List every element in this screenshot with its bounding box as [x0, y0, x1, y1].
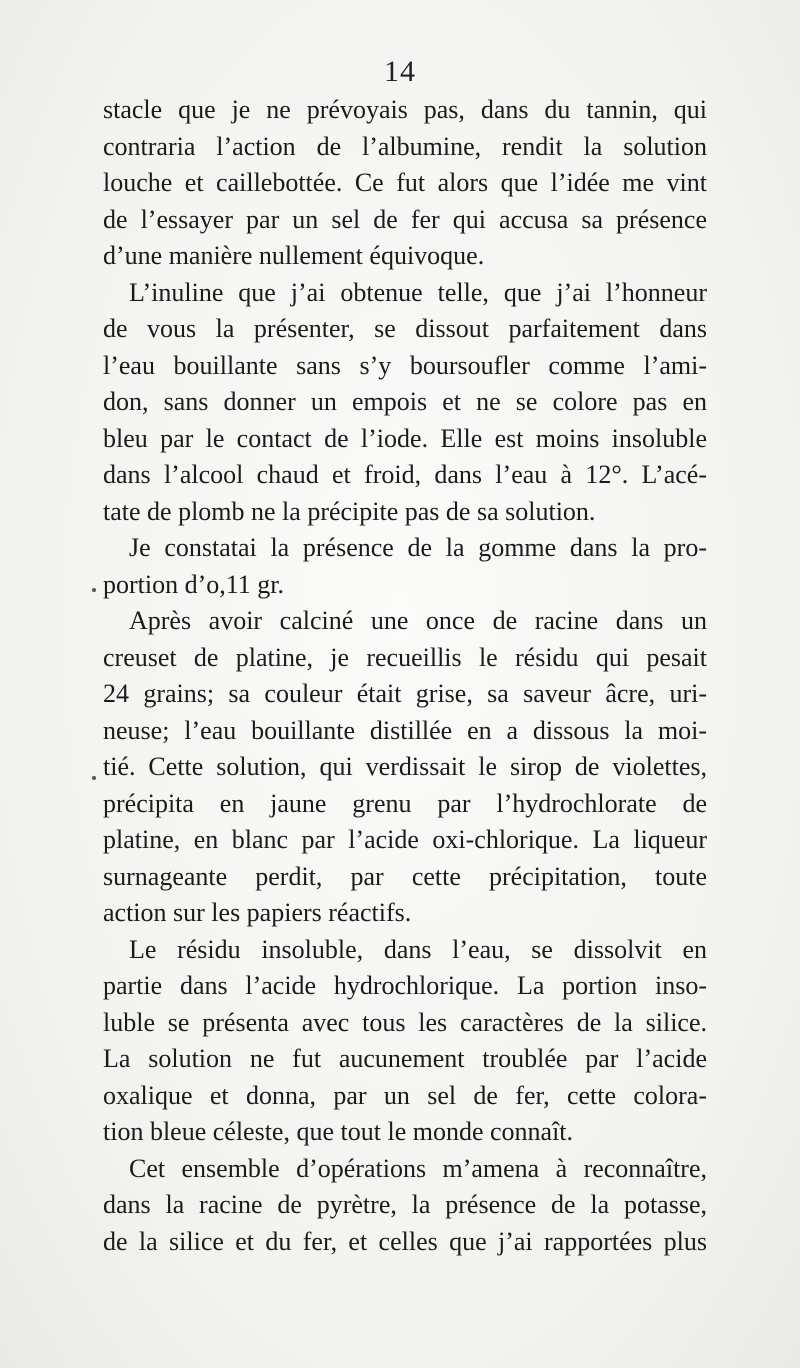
text-line: Je constatai la présence de la gomme dans la pro-: [129, 533, 707, 562]
text-line: dans la racine de pyrètre, la présence de la potasse,: [103, 1190, 707, 1219]
text-line: neuse; l’eau bouillante distillée en a dissous la moi-: [103, 715, 707, 745]
text-line: tion bleue céleste, que tout le monde connaît.: [103, 1117, 574, 1146]
text-line: d’une manière nullement équivoque.: [103, 241, 485, 270]
text-line: L’inuline que j’ai obtenue telle, que j’ai l’honneur: [129, 277, 707, 307]
margin-speck: [92, 588, 96, 592]
text-line: don, sans donner un empois et ne se colore pas en: [103, 387, 707, 416]
text-line: précipita en jaune grenu par l’hydrochlorate de: [103, 788, 707, 818]
text-line: Après avoir calciné une once de racine dans un: [129, 606, 707, 635]
text-line: platine, en blanc par l’acide oxi-chlorique. La liqueur: [103, 825, 707, 854]
text-line: oxalique et donna, par un sel de fer, cette colora-: [103, 1080, 707, 1110]
text-line: surnageante perdit, par cette précipitation, toute: [103, 861, 707, 891]
text-line: Cet ensemble d’opérations m’amena à reconnaître,: [129, 1153, 707, 1183]
text-line: tate de plomb ne la précipite pas de sa solution.: [103, 496, 596, 526]
paragraph-4: [103, 603, 707, 932]
text-line: 24 grains; sa couleur était grise, sa saveur âcre, uri-: [103, 679, 707, 708]
paragraph-6: [103, 1151, 707, 1261]
text-line: Le résidu insoluble, dans l’eau, se dissolvit en: [129, 934, 707, 964]
paragraph-2: [103, 275, 707, 531]
text-line: tié. Cette solution, qui verdissait le sirop de violettes,: [103, 752, 707, 781]
text-line: creuset de platine, je recueillis le résidu qui pesait: [103, 642, 707, 672]
paragraph-1: [103, 92, 707, 275]
text-line: action sur les papiers réactifs.: [103, 898, 412, 927]
text-line: contraria l’action de l’albumine, rendit la solution: [103, 131, 707, 161]
text-line: luble se présenta avec tous les caractères de la silice.: [103, 1007, 707, 1037]
text-line: dans l’alcool chaud et froid, dans l’eau à 12°. L’acé-: [103, 460, 707, 489]
text-line: de l’essayer par un sel de fer qui accusa sa présence: [103, 204, 707, 234]
text-line: La solution ne fut aucunement troublée par l’acide: [103, 1044, 707, 1073]
text-line: partie dans l’acide hydrochlorique. La portion inso-: [103, 971, 707, 1000]
text-line: l’eau bouillante sans s’y boursoufler comme l’ami-: [103, 350, 707, 380]
page-number: 14: [384, 55, 416, 88]
text-line: bleu par le contact de l’iode. Elle est moins insoluble: [103, 423, 707, 453]
body-text: [103, 92, 707, 1260]
text-line: de la silice et du fer, et celles que j’ai rapportées plus: [103, 1226, 707, 1256]
text-line: louche et caillebottée. Ce fut alors que l’idée me vint: [103, 168, 707, 197]
text-line: portion d’o,11 gr.: [103, 569, 285, 599]
paragraph-5: [103, 932, 707, 1151]
text-line: de vous la présenter, se dissout parfaitement dans: [103, 314, 707, 343]
margin-speck: [92, 776, 96, 780]
paragraph-3: [103, 530, 707, 603]
text-line: stacle que je ne prévoyais pas, dans du tannin, qui: [103, 95, 707, 124]
